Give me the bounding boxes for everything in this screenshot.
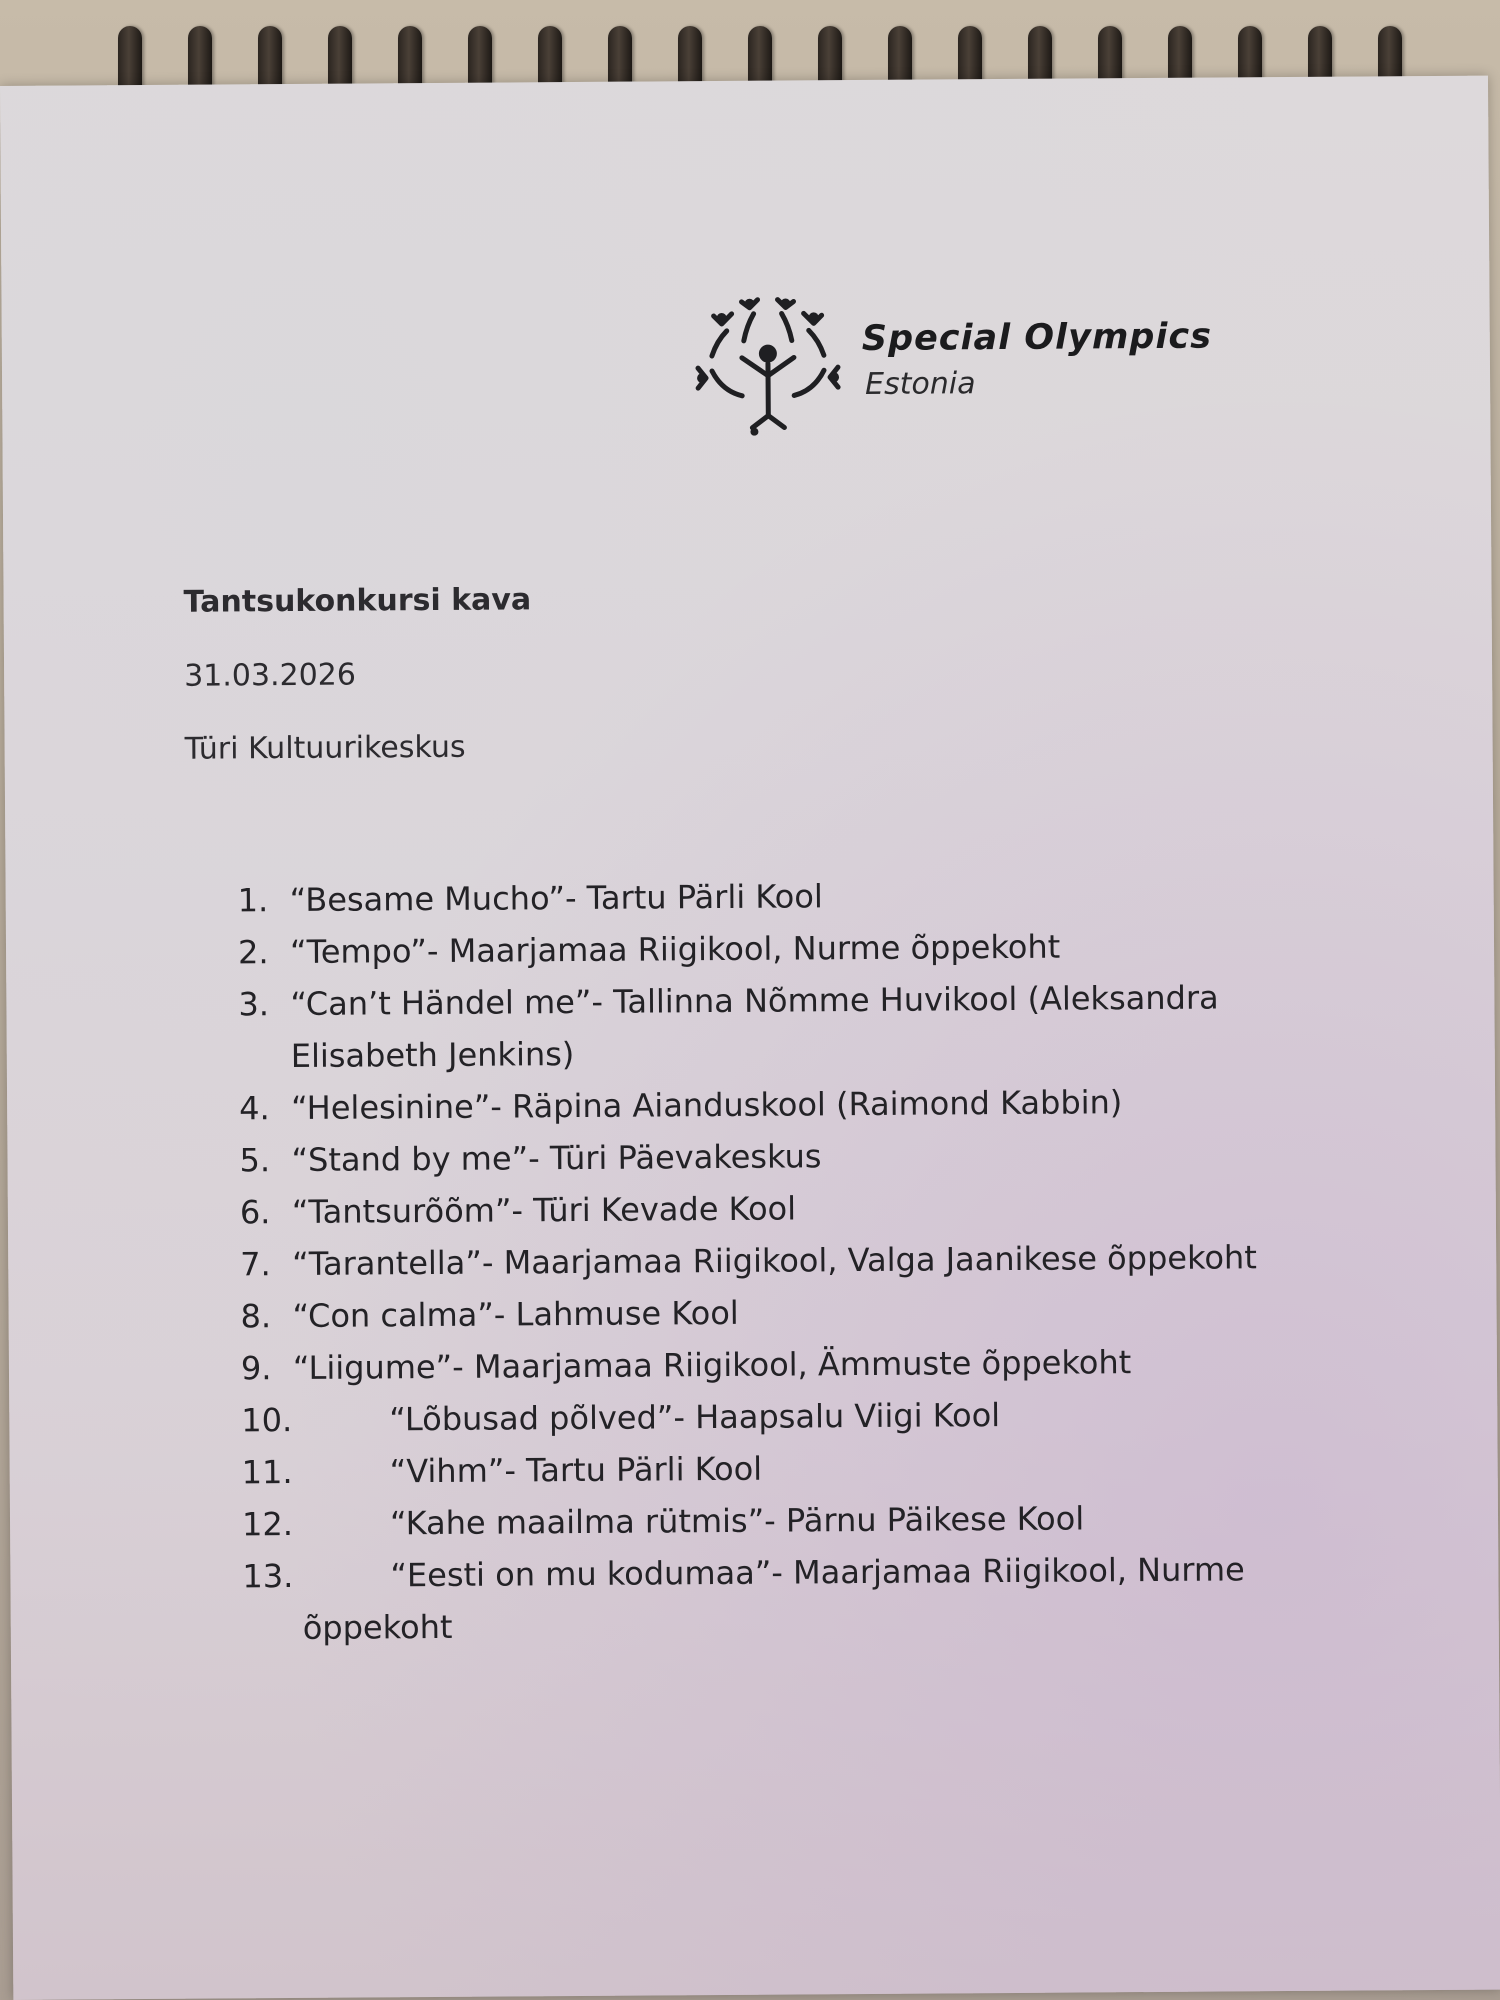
item-number: 11. xyxy=(241,1452,293,1492)
list-item xyxy=(241,1335,1321,1395)
item-text-continued: Elisabeth Jenkins) xyxy=(290,1035,575,1075)
special-olympics-emblem-icon xyxy=(691,295,842,436)
item-text: “Eesti on mu kodumaa”- Maarjamaa Riigikool, Nurme xyxy=(390,1550,1245,1595)
item-number: 6. xyxy=(239,1193,271,1232)
program-list xyxy=(238,867,1323,1655)
list-item xyxy=(241,1387,1321,1447)
item-text: “Besame Mucho”- Tartu Pärli Kool xyxy=(289,877,823,919)
paper-sheet xyxy=(0,76,1500,2000)
list-item xyxy=(242,1439,1322,1499)
list-item xyxy=(240,1283,1320,1343)
list-item xyxy=(242,1491,1322,1551)
item-text-continued: õppekoht xyxy=(302,1607,453,1647)
item-number: 10. xyxy=(241,1400,293,1440)
item-number: 8. xyxy=(240,1297,272,1336)
document-date: 31.03.2026 xyxy=(184,657,357,694)
item-text: “Tempo”- Maarjamaa Riigikool, Nurme õppekoht xyxy=(289,927,1061,971)
list-item xyxy=(238,919,1318,979)
item-text: “Lõbusad põlved”- Haapsalu Viigi Kool xyxy=(389,1396,1001,1439)
item-text: “Tarantella”- Maarjamaa Riigikool, Valga Jaanikese õppekoht xyxy=(292,1238,1257,1283)
item-text: “Can’t Händel me”- Tallinna Nõmme Huvikool (Aleksandra xyxy=(290,978,1219,1023)
item-number: 2. xyxy=(237,933,269,972)
list-item xyxy=(240,1231,1320,1291)
item-text: “Tantsurõõm”- Türi Kevade Kool xyxy=(291,1189,797,1231)
item-text: “Liigume”- Maarjamaa Riigikool, Ämmuste õppekoht xyxy=(292,1343,1132,1387)
list-item xyxy=(239,1075,1319,1135)
item-number: 1. xyxy=(237,881,269,920)
document-venue: Türi Kultuurikeskus xyxy=(184,729,466,767)
item-text: “Con calma”- Lahmuse Kool xyxy=(292,1293,739,1335)
list-item xyxy=(238,867,1318,927)
special-olympics-logo xyxy=(691,292,1292,436)
list-item xyxy=(240,1179,1320,1239)
item-text: “Kahe maailma rütmis”- Pärnu Päikese Kool xyxy=(389,1499,1085,1543)
list-item xyxy=(239,1127,1319,1187)
item-number: 12. xyxy=(241,1504,294,1544)
list-item xyxy=(238,971,1319,1083)
item-text: “Vihm”- Tartu Pärli Kool xyxy=(389,1449,763,1491)
item-text: “Helesinine”- Räpina Aianduskool (Raimond Kabbin) xyxy=(291,1083,1123,1127)
list-item xyxy=(242,1543,1323,1655)
logo-name: Special Olympics xyxy=(861,316,1213,359)
item-text: “Stand by me”- Türi Päevakeskus xyxy=(291,1137,822,1179)
logo-subtitle: Estonia xyxy=(864,366,976,402)
item-number: 5. xyxy=(239,1141,271,1180)
item-number: 3. xyxy=(238,985,270,1024)
document-title: Tantsukonkursi kava xyxy=(183,582,532,620)
item-number: 7. xyxy=(240,1245,271,1284)
item-number: 4. xyxy=(239,1089,270,1128)
item-number: 9. xyxy=(240,1349,272,1388)
item-number: 13. xyxy=(242,1556,294,1596)
